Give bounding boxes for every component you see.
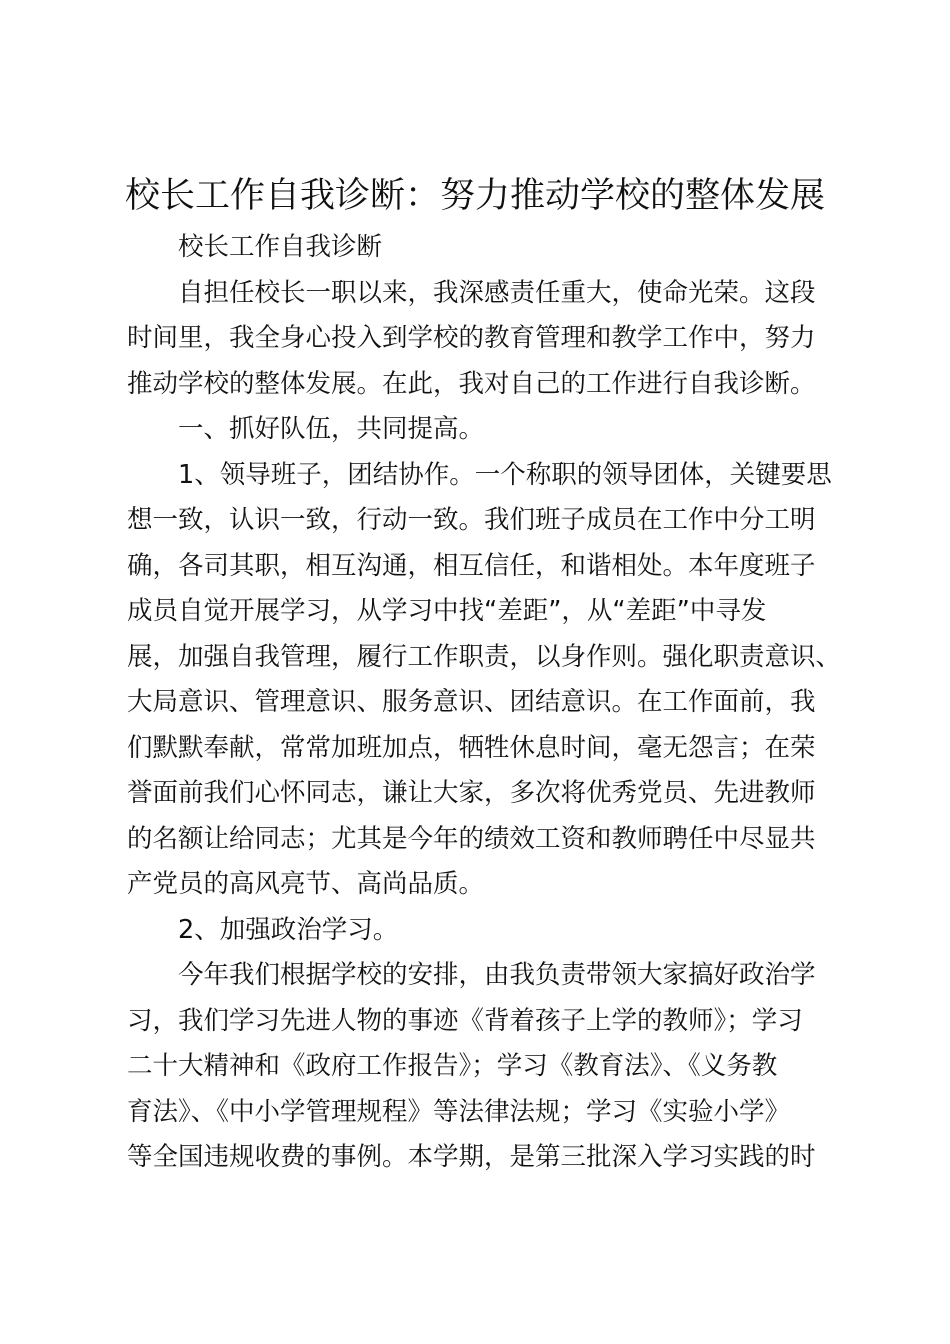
paragraph-line: 等全国违规收费的事例。本学期，是第三批深入学习实践的时 <box>127 1142 816 1172</box>
paragraph-line: 们默默奉献，常常加班加点，牺牲休息时间，毫无怨言；在荣 <box>127 732 816 763</box>
paragraph-line: 产党员的高风亮节、高尚品质。 <box>127 869 485 899</box>
paragraph-line: 时间里，我全身心投入到学校的教育管理和教学工作中，努力 <box>127 323 816 353</box>
paragraph-line: 想一致，认识一致，行动一致。我们班子成员在工作中分工明 <box>127 505 816 535</box>
paragraph-line: 一、抓好队伍，共同提高。 <box>178 414 485 444</box>
paragraph-line: 大局意识、管理意识、服务意识、团结意识。在工作面前，我 <box>127 687 816 717</box>
paragraph-line: 习，我们学习先进人物的事迹《背着孩子上学的教师》；学习 <box>127 1005 803 1036</box>
paragraph-line: 的名额让给同志；尤其是今年的绩效工资和教师聘任中尽显共 <box>127 823 816 854</box>
paragraph-line: 推动学校的整体发展。在此，我对自己的工作进行自我诊断。 <box>127 368 816 399</box>
paragraph-line: 成员自觉开展学习，从学习中找“差距”，从“差距”中寻发 <box>127 596 767 626</box>
paragraph-line: 育法》、《中小学管理规程》等法律法规；学习《实验小学》 <box>127 1096 791 1127</box>
paragraph-line: 自担任校长一职以来，我深感责任重大，使命光荣。这段 <box>178 277 816 308</box>
document-title: 校长工作自我诊断：努力推动学校的整体发展 <box>124 176 825 216</box>
paragraph-line: 确，各司其职，相互沟通，相互信任，和谐相处。本年度班子 <box>127 550 816 581</box>
paragraph-line: 2、加强政治学习。 <box>178 914 399 945</box>
paragraph-line: 1、领导班子，团结协作。一个称职的领导团体，关键要思 <box>178 459 832 490</box>
document-subtitle: 校长工作自我诊断 <box>178 232 383 262</box>
paragraph-line: 二十大精神和《政府工作报告》；学习《教育法》、《义务教 <box>127 1051 778 1081</box>
paragraph-line: 誉面前我们心怀同志，谦让大家，多次将优秀党员、先进教师 <box>127 778 816 808</box>
document-body <box>127 225 842 1181</box>
paragraph-line: 今年我们根据学校的安排，由我负责带领大家搞好政治学 <box>178 960 816 990</box>
paragraph-line: 展，加强自我管理，履行工作职责，以身作则。强化职责意识、 <box>127 641 842 672</box>
